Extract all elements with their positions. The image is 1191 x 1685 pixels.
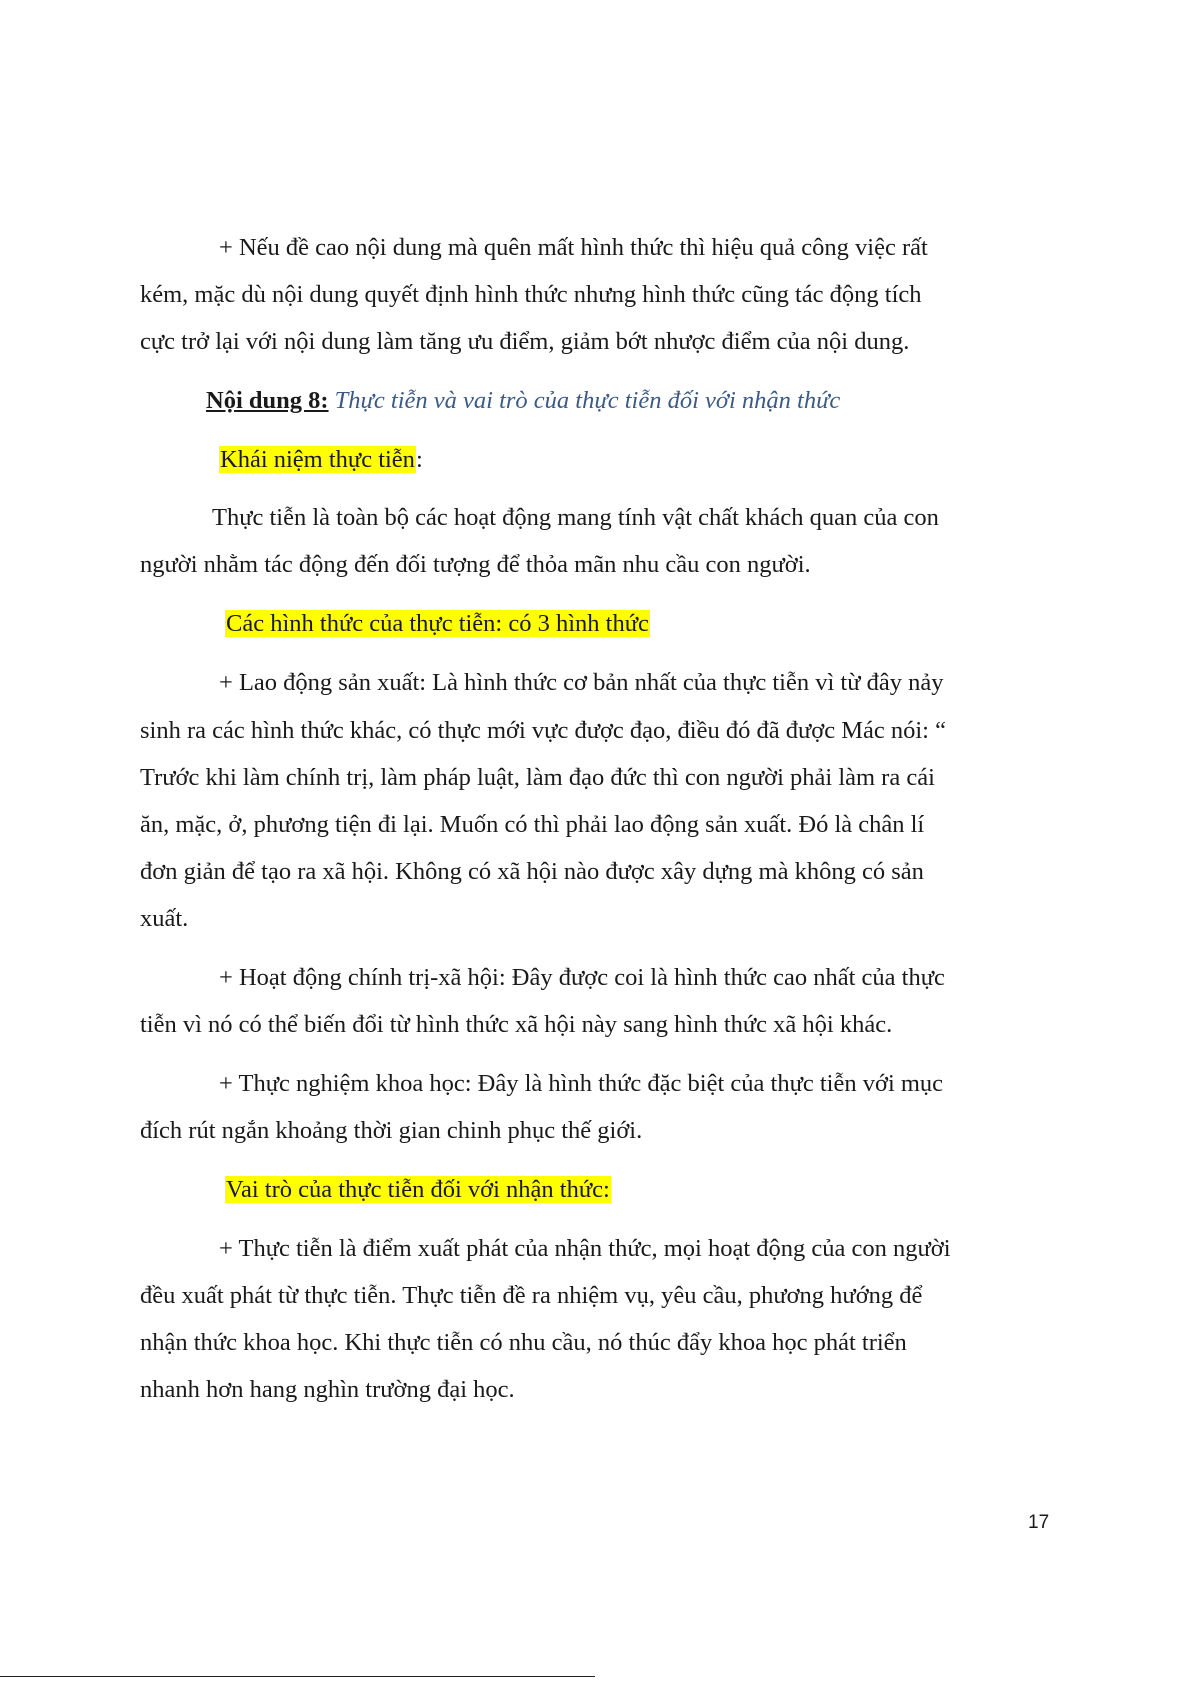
paragraph-line: + Lao động sản xuất: Là hình thức cơ bản nhất của thực tiễn vì từ đây nảy	[219, 669, 944, 696]
role-heading	[225, 1174, 611, 1206]
page-number: 17	[1028, 1512, 1050, 1533]
paragraph-line: đều xuất phát từ thực tiễn. Thực tiễn đề ra nhiệm vụ, yêu cầu, phương hướng để	[140, 1282, 923, 1309]
highlighted-text: Vai trò của thực tiễn đối với nhận thức:	[226, 1176, 610, 1203]
paragraph-line: ăn, mặc, ở, phương tiện đi lại. Muốn có thì phải lao động sản xuất. Đó là chân lí	[140, 811, 925, 838]
highlighted-text: Khái niệm thực tiễn	[220, 446, 415, 473]
paragraph-line: người nhằm tác động đến đối tượng để thỏa mãn nhu cầu con người.	[140, 551, 811, 578]
paragraph-line: nhận thức khoa học. Khi thực tiễn có nhu cầu, nó thúc đẩy khoa học phát triển	[140, 1329, 907, 1356]
paragraph-line: cực trở lại với nội dung làm tăng ưu điểm, giảm bớt nhược điểm của nội dung.	[140, 328, 910, 355]
footer-divider	[0, 1676, 595, 1677]
section-heading-title: Thực tiễn và vai trò của thực tiễn đối với nhận thức	[328, 387, 841, 414]
concept-heading-suffix: :	[415, 446, 423, 473]
paragraph-line: sinh ra các hình thức khác, có thực mới vực được đạo, điều đó đã được Mác nói: “	[140, 717, 946, 744]
paragraph-line: + Hoạt động chính trị-xã hội: Đây được coi là hình thức cao nhất của thực	[219, 964, 945, 991]
paragraph-line: nhanh hơn hang nghìn trường đại học.	[140, 1376, 515, 1403]
paragraph-line: tiễn vì nó có thể biến đổi từ hình thức xã hội này sang hình thức xã hội khác.	[140, 1011, 893, 1038]
paragraph-line: + Nếu đề cao nội dung mà quên mất hình thức thì hiệu quả công việc rất	[219, 234, 928, 261]
section-heading-label: Nội dung 8:	[206, 387, 329, 414]
highlighted-text: Các hình thức của thực tiễn: có 3 hình thức	[226, 610, 649, 637]
concept-heading	[219, 444, 423, 476]
forms-heading	[225, 608, 650, 640]
section-heading	[206, 385, 840, 417]
paragraph-line: + Thực nghiệm khoa học: Đây là hình thức đặc biệt của thực tiễn với mục	[219, 1070, 944, 1097]
paragraph-line: đơn giản để tạo ra xã hội. Không có xã hội nào được xây dựng mà không có sản	[140, 858, 924, 885]
paragraph-line: Trước khi làm chính trị, làm pháp luật, làm đạo đức thì con người phải làm ra cái	[140, 764, 935, 791]
paragraph-line: đích rút ngắn khoảng thời gian chinh phục thế giới.	[140, 1117, 643, 1144]
paragraph-line: kém, mặc dù nội dung quyết định hình thức nhưng hình thức cũng tác động tích	[140, 281, 922, 308]
paragraph-line: + Thực tiễn là điểm xuất phát của nhận thức, mọi hoạt động của con người	[219, 1235, 951, 1262]
paragraph-line: xuất.	[140, 905, 189, 932]
paragraph-line: Thực tiễn là toàn bộ các hoạt động mang tính vật chất khách quan của con	[212, 504, 939, 531]
